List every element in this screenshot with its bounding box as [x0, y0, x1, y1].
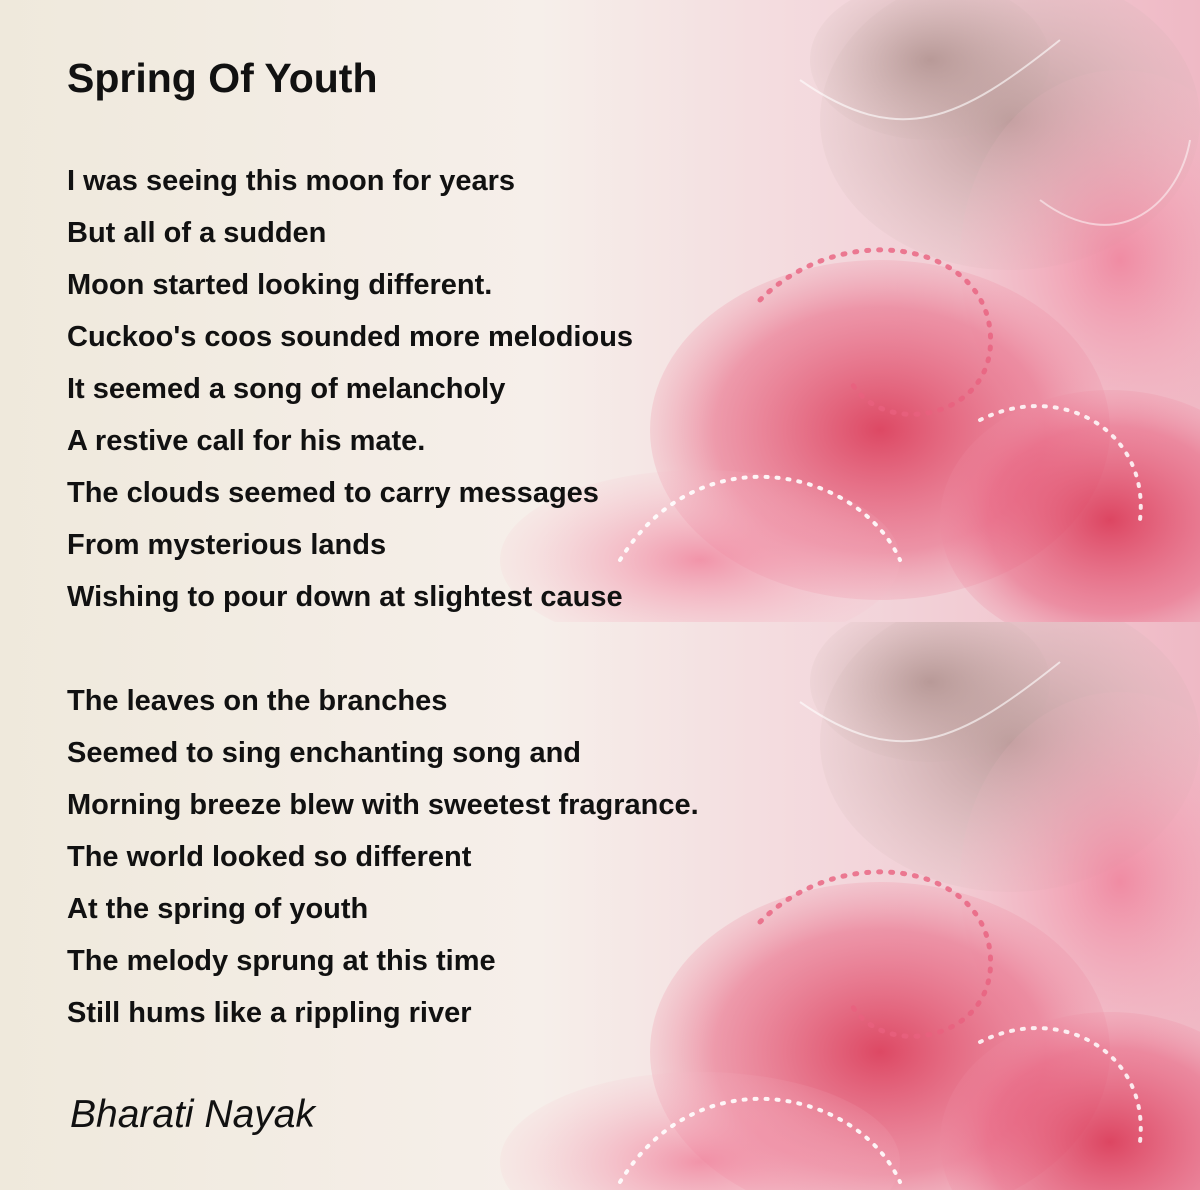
poem-line: The leaves on the branches — [67, 685, 448, 717]
poem-line: Wishing to pour down at slightest cause — [67, 581, 623, 613]
poem-line: Moon started looking different. — [67, 269, 493, 301]
poem-line: Cuckoo's coos sounded more melodious — [67, 321, 634, 353]
poem-line: A restive call for his mate. — [67, 425, 426, 457]
poem-line: Still hums like a rippling river — [67, 997, 472, 1029]
stanza-1 — [67, 155, 633, 623]
poem-title: Spring Of Youth — [67, 55, 378, 101]
poem-line: The melody sprung at this time — [67, 945, 496, 977]
poem-author: Bharati Nayak — [70, 1093, 315, 1136]
poem-line: But all of a sudden — [67, 217, 327, 249]
poem-line: Seemed to sing enchanting song and — [67, 737, 581, 769]
poem-line: I was seeing this moon for years — [67, 165, 516, 197]
poem-line: It seemed a song of melancholy — [67, 373, 506, 405]
poem-line: The clouds seemed to carry messages — [67, 477, 599, 509]
poem-line: At the spring of youth — [67, 893, 369, 925]
poem-line: From mysterious lands — [67, 529, 387, 561]
stanza-2 — [67, 675, 699, 1039]
poem-line: The world looked so different — [67, 841, 472, 873]
poem-line: Morning breeze blew with sweetest fragrance. — [67, 789, 699, 821]
